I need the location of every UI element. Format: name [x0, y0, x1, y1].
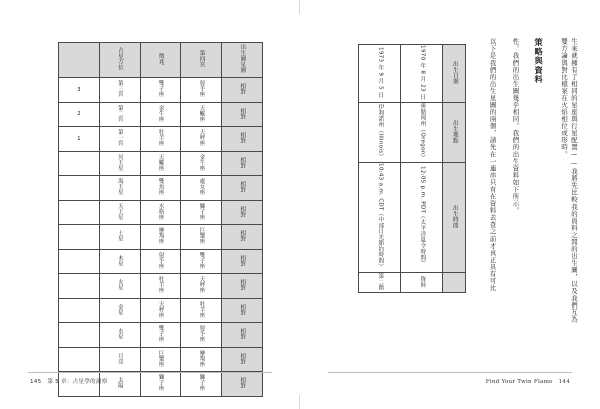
cell-person-b-time: 10:43 a.m. CDT（中部日光節約時間） [359, 163, 401, 272]
table-row [59, 323, 263, 348]
header-cell-chart: 出生圖星圖 [222, 43, 263, 78]
cell-sign: 牡羊座 [140, 274, 181, 299]
table-row [59, 78, 263, 103]
cell-chart: 相對 [222, 298, 263, 323]
cell-number: 2 [59, 102, 100, 127]
section-heading: 策略與資料 [534, 38, 545, 84]
paragraph-3: 以下是我們的出生星圖的兩個，請先在一連串只有在資料去查之前才真正具有可比 [488, 38, 497, 292]
table-row [59, 347, 263, 372]
cell-number [59, 249, 100, 274]
cell-position: 水星 [99, 323, 140, 348]
cell-position: 冥王星 [99, 151, 140, 176]
header-cell-number [59, 43, 100, 78]
cell-sign: 天秤座 [140, 298, 181, 323]
cell-sign: 天蠍座 [140, 151, 181, 176]
cell-number [59, 323, 100, 348]
cell-chart: 相對 [222, 323, 263, 348]
body-text-block [487, 38, 578, 338]
cell-position: 第二宮 [99, 102, 140, 127]
cell-position: 月亮 [99, 347, 140, 372]
cell-person-a-time: 12:05 p.m. PDT（太平洋夏令時間） [401, 163, 443, 272]
table-row [59, 176, 263, 201]
cell-chart: 相對 [222, 176, 263, 201]
cell-sign: 雙子座 [140, 78, 181, 103]
running-head-left: 第 5 章：占星學的洞察 [47, 379, 108, 385]
cell-fourth-house: 金牛座 [181, 151, 222, 176]
cell-person-a-date: 1970 年 8 月 23 日 [401, 45, 443, 103]
paragraph-2: 性，我們的出生圖幾乎相同。我們的出生資料如下所示。 [511, 38, 520, 214]
cell-sign: 水瓶座 [140, 200, 181, 225]
cell-chart: 相對 [222, 225, 263, 250]
running-foot-right: Find Your Twin Flame [485, 379, 553, 385]
cell-chart: 相對 [222, 249, 263, 274]
page-number-right: 144 [558, 379, 570, 385]
header-cell-position: 占星方位 [99, 43, 140, 78]
table-row [59, 225, 263, 250]
cell-chart: 相對 [222, 347, 263, 372]
row-header-empty [443, 272, 466, 293]
row-header-birth-date: 出生日期 [443, 45, 466, 103]
cell-person-b-place: 伊利諾州（Illinois） [359, 102, 401, 163]
birth-data-table [358, 44, 466, 289]
cell-number [59, 298, 100, 323]
footer-left [30, 377, 108, 385]
cell-position: 第三宮 [99, 78, 140, 103]
page-number-left: 145 [30, 379, 42, 385]
cell-chart: 相對 [222, 372, 263, 397]
cell-position: 土星 [99, 225, 140, 250]
table-row [59, 200, 263, 225]
cell-position: 海王星 [99, 176, 140, 201]
cell-fourth-house: 處女座 [181, 176, 222, 201]
table-row [59, 274, 263, 299]
cell-number [59, 347, 100, 372]
cell-fourth-house: 巨蟹座 [181, 225, 222, 250]
cell-number: 1 [59, 127, 100, 152]
table-row [59, 102, 263, 127]
cell-fourth-house: 雙子座 [181, 249, 222, 274]
cell-position: 太陽 [99, 372, 140, 397]
cell-sign: 雙魚座 [140, 176, 181, 201]
cell-fourth-house: 天蠍座 [181, 102, 222, 127]
cell-sign: 巨蟹座 [140, 347, 181, 372]
table-row [59, 298, 263, 323]
footer-right [486, 379, 570, 385]
table-header-row [59, 43, 263, 78]
cell-sign: 摩羯座 [140, 225, 181, 250]
cell-number: 3 [59, 78, 100, 103]
row-header-birth-place: 出生地點 [443, 102, 466, 163]
row-header-birth-time: 出生時間 [443, 163, 466, 272]
cell-sign: 獅子座 [140, 372, 181, 397]
cell-fourth-house: 天秤座 [181, 127, 222, 152]
cell-label-second: 第二階 [359, 272, 401, 293]
table-row [359, 272, 466, 293]
cell-sign: 雙子座 [140, 323, 181, 348]
cell-sign: 金牛座 [140, 102, 181, 127]
cell-number [59, 151, 100, 176]
cell-label-data: 資料 [401, 272, 443, 293]
cell-chart: 相對 [222, 127, 263, 152]
cell-chart: 相對 [222, 200, 263, 225]
table-row [359, 102, 466, 163]
cell-number [59, 274, 100, 299]
cell-position: 天王星 [99, 200, 140, 225]
cell-position: 第一宮 [99, 127, 140, 152]
table-row [59, 151, 263, 176]
header-cell-fourth-house: 第四宮 [181, 43, 222, 78]
cell-person-a-place: 奧勒岡州（Oregon） [401, 102, 443, 163]
cell-position: 火星 [99, 274, 140, 299]
footer-rule-left [28, 372, 272, 373]
table-row [359, 163, 466, 272]
footer-rule-right [328, 372, 572, 373]
cell-fourth-house: 射手座 [181, 78, 222, 103]
cell-chart: 相對 [222, 274, 263, 299]
cell-chart: 相對 [222, 102, 263, 127]
table-row [59, 127, 263, 152]
cell-fourth-house: 獅子座 [181, 372, 222, 397]
cell-chart: 相對 [222, 78, 263, 103]
paragraph-1: 生來就擁有了相同的星座與行星配置——我將先比較我的資料之間的出生圖，以及我們互為雙方論與對比檔案在火焰相位成形時。 [560, 38, 578, 323]
cell-fourth-house: 射手座 [181, 323, 222, 348]
table-row [359, 45, 466, 103]
cell-chart: 相對 [222, 151, 263, 176]
cell-number [59, 225, 100, 250]
table-row [59, 249, 263, 274]
cell-number [59, 200, 100, 225]
cell-fourth-house: 獅子座 [181, 200, 222, 225]
zodiac-table-body [59, 78, 263, 397]
cell-sign: 牡羊座 [140, 127, 181, 152]
cell-sign: 射手座 [140, 249, 181, 274]
header-cell-sign: 徵兆 [140, 43, 181, 78]
cell-person-b-date: 1973 年 9 月 5 日 [359, 45, 401, 103]
cell-fourth-house: 牡羊座 [181, 298, 222, 323]
cell-position: 金星 [99, 298, 140, 323]
right-page [300, 0, 600, 409]
cell-position: 木星 [99, 249, 140, 274]
cell-fourth-house: 摩羯座 [181, 347, 222, 372]
cell-fourth-house: 天秤座 [181, 274, 222, 299]
cell-number [59, 176, 100, 201]
